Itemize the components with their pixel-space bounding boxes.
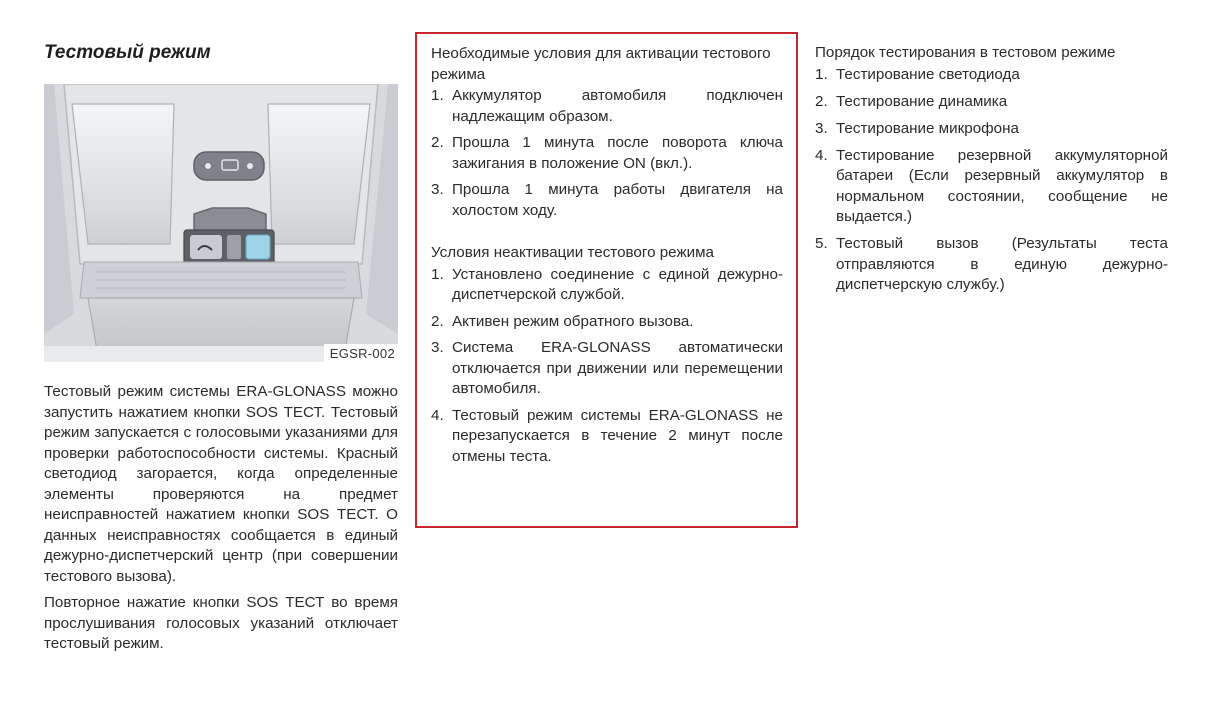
overhead-console-figure	[44, 84, 398, 362]
list-item: 4. Тестовый режим системы ERA-GLONASS не перезапускается в течение 2 минут после отмены теста.	[431, 406, 783, 465]
deactivation-list	[431, 265, 783, 468]
right-column	[815, 43, 1168, 302]
list-item: 3. Система ERA-GLONASS автоматически отключается при движении или перемещении автомобиля.	[431, 339, 783, 397]
intro-paragraph: Тестовый режим системы ERA-GLONASS можно запустить нажатием кнопки SOS ТЕСТ. Тестовый режим запускается с голосовыми указаниями для проверки работоспособности системы. Красный светодиод загорается, когда определенные элементы проверяются на предмет неисправностей нажатием кнопки SOS ТЕСТ. О данных неисправностях сообщается в единый дежурно-диспетчерский центр (при совершении тестового вызова).	[44, 383, 398, 585]
section-title: Тестовый режим	[44, 42, 211, 63]
list-item: 1. Аккумулятор автомобиля подключен надлежащим образом.	[431, 87, 783, 125]
list-item: 5. Тестовый вызов (Результаты теста отправляются в единую дежурно-диспетчерскую службу.)	[815, 235, 1168, 293]
list-item: 3. Прошла 1 минута работы двигателя на холостом ходу.	[431, 181, 783, 219]
list-item: 2. Активен режим обратного вызова.	[431, 312, 694, 330]
activation-list	[431, 86, 783, 221]
left-column	[44, 42, 398, 655]
list-item: 1. Установлено соединение с единой дежурно-диспетчерской службой.	[431, 265, 783, 303]
list-item: 2. Тестирование динамика	[815, 92, 1008, 110]
figure-label: EGSR-002	[324, 344, 398, 362]
list-item: 2. Прошла 1 минута после поворота ключа зажигания в положение ON (вкл.).	[431, 134, 783, 172]
conditions-box	[415, 32, 798, 528]
testing-order-list	[815, 65, 1168, 296]
deactivation-heading: Условия неактивации тестового режима	[431, 244, 714, 261]
repeat-press-paragraph: Повторное нажатие кнопки SOS ТЕСТ во время прослушивания голосовых указаний отключает тестовый режим.	[44, 594, 398, 652]
list-item: 4. Тестирование резервной аккумуляторной батареи (Если резервный аккумулятор в нормальном состоянии, сообщение не выдается.)	[815, 146, 1168, 225]
overhead-console-illustration	[44, 84, 398, 362]
list-item: 1. Тестирование светодиода	[815, 65, 1020, 83]
testing-order-heading: Порядок тестирования в тестовом режиме	[815, 44, 1116, 61]
list-item: 3. Тестирование микрофона	[815, 119, 1019, 137]
activation-heading: Необходимые условия для активации тестового режима	[431, 45, 771, 83]
